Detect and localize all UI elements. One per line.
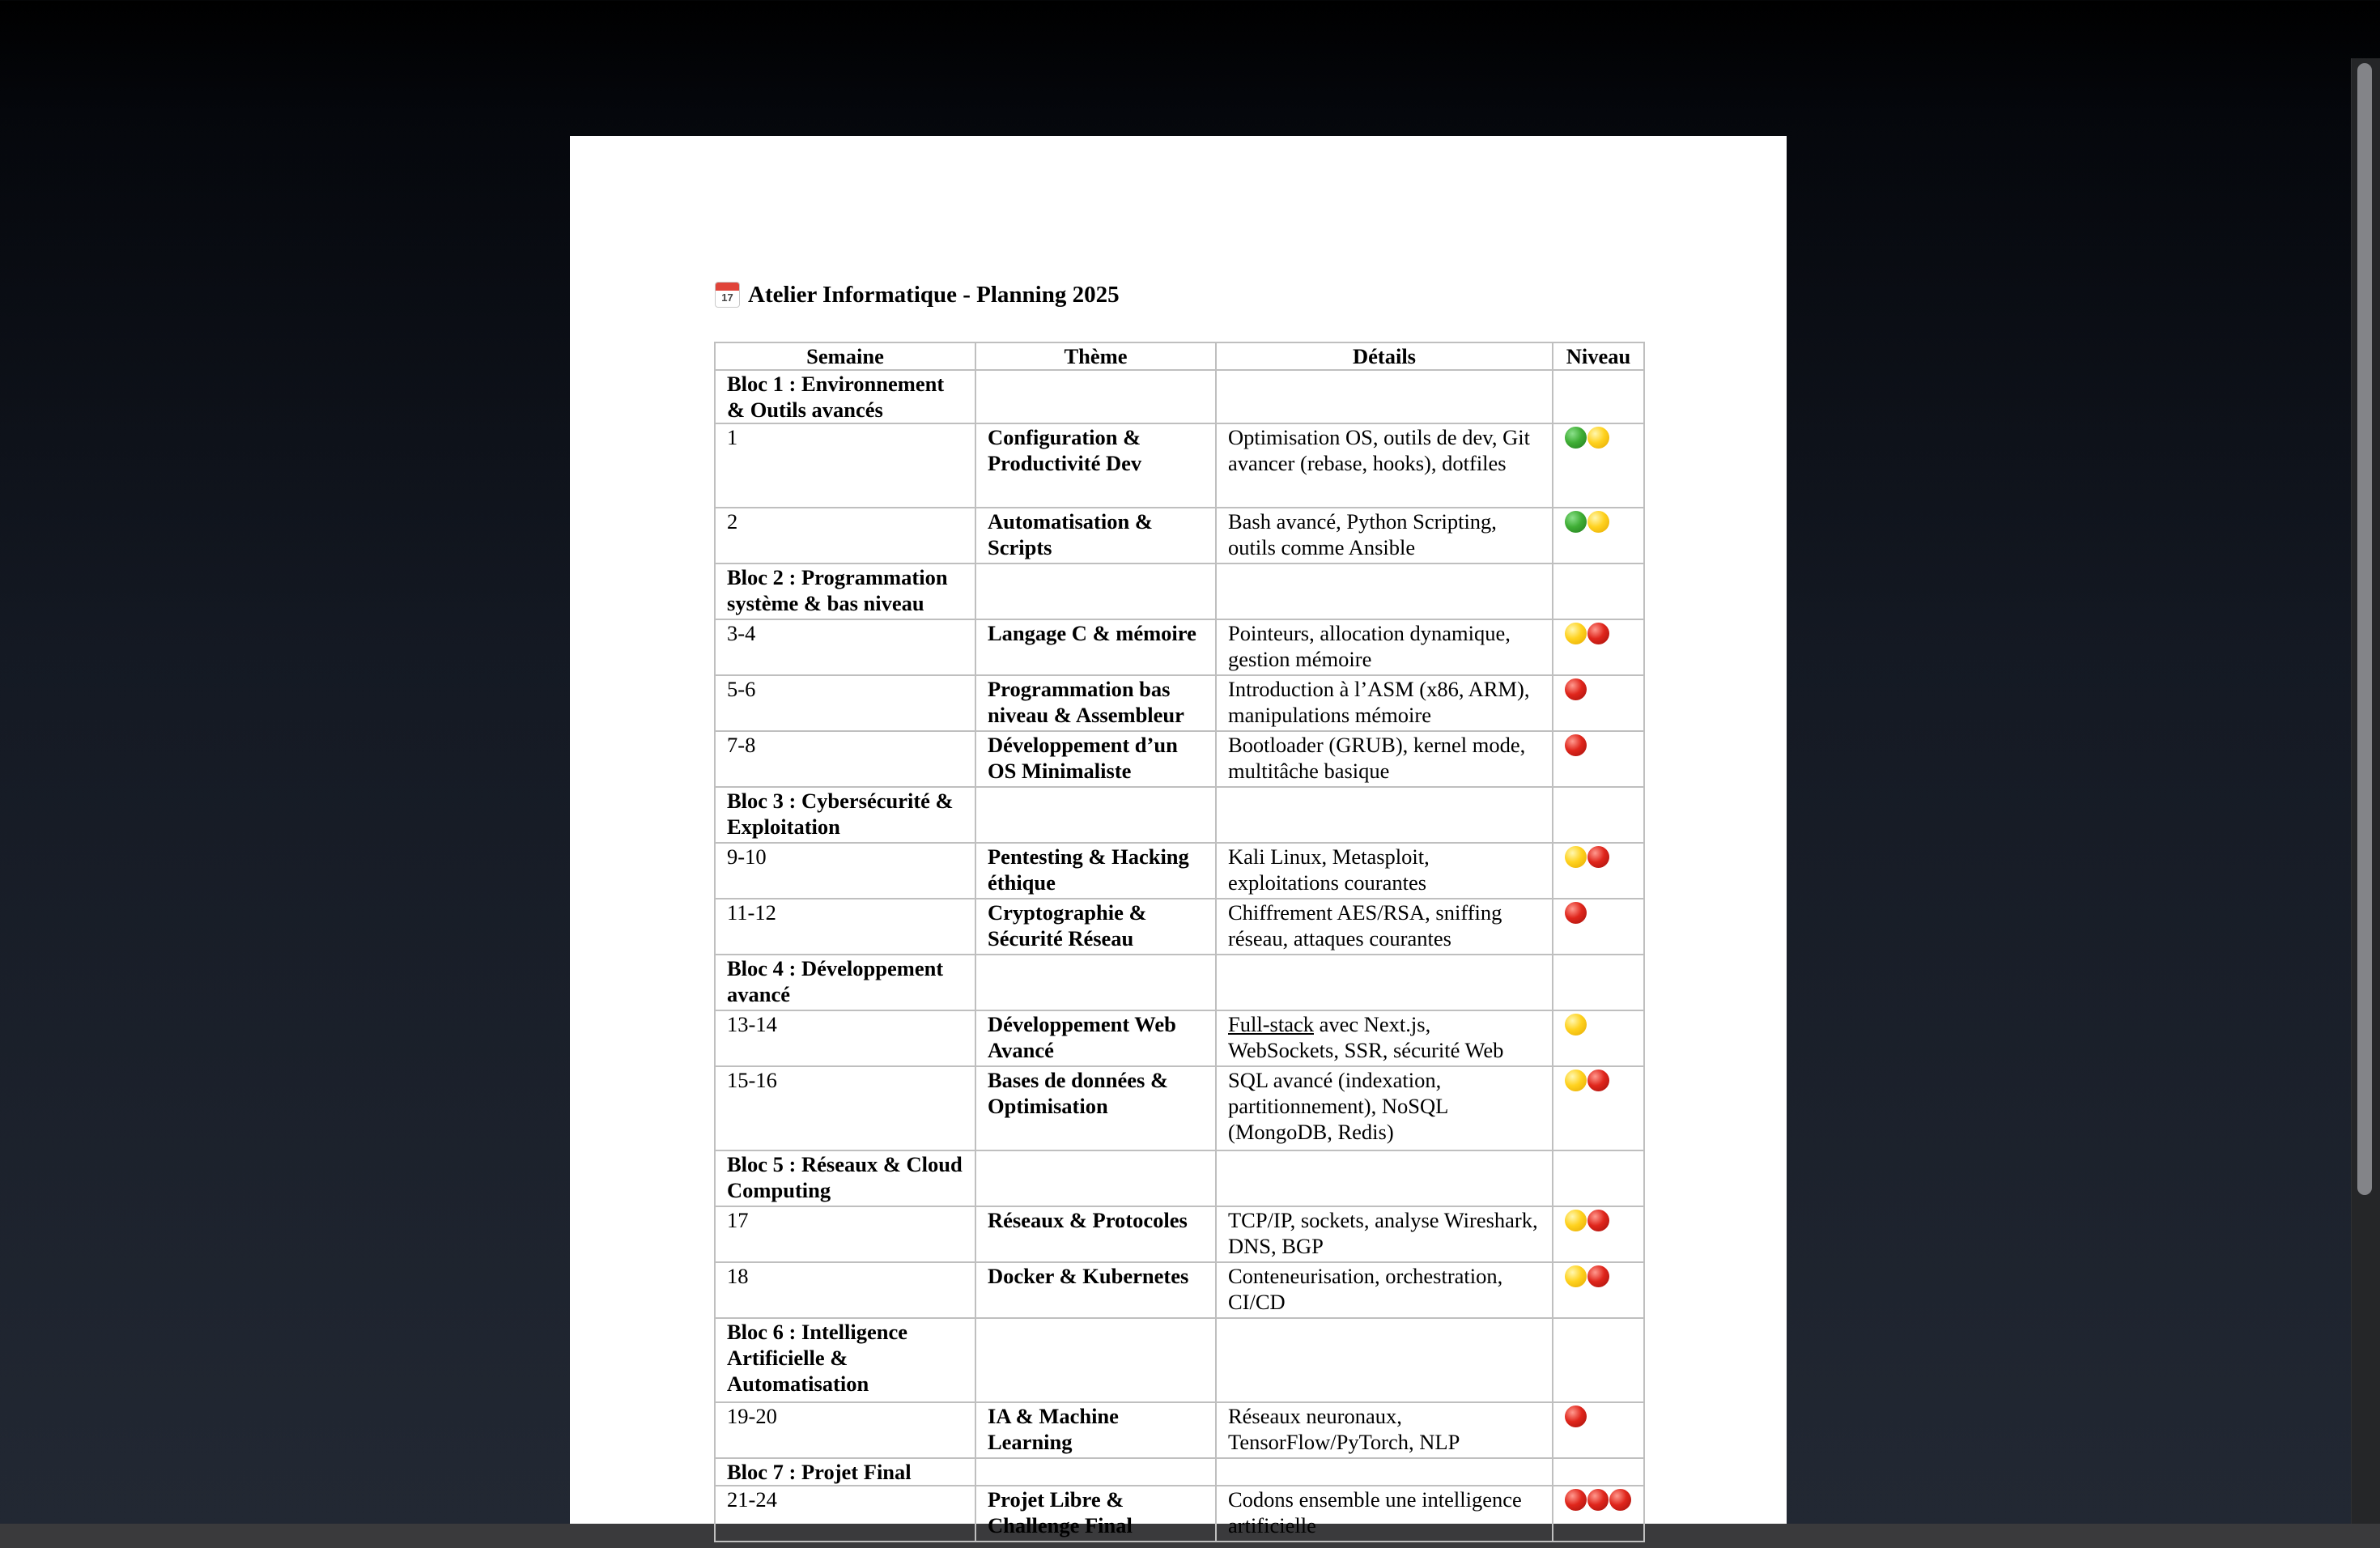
- details-text: Bootloader (GRUB), kernel mode, multitâche basique: [1228, 733, 1526, 783]
- theme-cell: Automatisation & Scripts: [975, 508, 1216, 563]
- empty-cell: [1216, 955, 1553, 1010]
- table-row: [715, 1402, 1644, 1458]
- empty-cell: [975, 1150, 1216, 1206]
- details-cell: [1216, 1486, 1553, 1542]
- theme-cell: Configuration & Productivité Dev: [975, 423, 1216, 508]
- red-circle-icon: [1609, 1489, 1631, 1511]
- table-row: [715, 731, 1644, 787]
- details-cell: [1216, 1262, 1553, 1318]
- details-cell: [1216, 1206, 1553, 1262]
- details-text: Codons ensemble une intelligence artificielle: [1228, 1487, 1522, 1537]
- details-cell: [1216, 508, 1553, 563]
- scrollbar-thumb[interactable]: [2357, 63, 2372, 1195]
- theme-cell: Réseaux & Protocoles: [975, 1206, 1216, 1262]
- empty-cell: [975, 787, 1216, 843]
- week-cell: 15-16: [715, 1066, 975, 1150]
- calendar-icon-day: 17: [721, 291, 733, 304]
- table-row: [715, 508, 1644, 563]
- red-circle-icon: [1565, 1489, 1587, 1511]
- planning-table: [714, 342, 1645, 1542]
- yellow-circle-icon: [1587, 427, 1609, 449]
- empty-cell: [1216, 1318, 1553, 1402]
- details-underlined-text: Full-stack: [1228, 1012, 1314, 1036]
- level-cell: [1553, 1402, 1644, 1458]
- level-cell: [1553, 1066, 1644, 1150]
- details-text: Conteneurisation, orchestration, CI/CD: [1228, 1264, 1503, 1314]
- bloc-label: Bloc 1 : Environnement & Outils avancés: [715, 370, 975, 423]
- green-circle-icon: [1565, 511, 1587, 533]
- level-cell: [1553, 731, 1644, 787]
- red-circle-icon: [1587, 1070, 1609, 1091]
- table-row: [715, 1262, 1644, 1318]
- yellow-circle-icon: [1565, 1070, 1587, 1091]
- yellow-circle-icon: [1565, 1210, 1587, 1231]
- red-circle-icon: [1565, 734, 1587, 756]
- bloc-row: [715, 1150, 1644, 1206]
- level-cell: [1553, 619, 1644, 675]
- week-cell: 1: [715, 423, 975, 508]
- empty-cell: [1553, 370, 1644, 423]
- bloc-row: [715, 563, 1644, 619]
- document-title: [715, 279, 1120, 311]
- level-cell: [1553, 843, 1644, 899]
- theme-cell: Développement Web Avancé: [975, 1010, 1216, 1066]
- red-circle-icon: [1565, 678, 1587, 700]
- header-niveau: Niveau: [1553, 342, 1644, 370]
- empty-cell: [1553, 1150, 1644, 1206]
- empty-cell: [975, 370, 1216, 423]
- level-cell: [1553, 899, 1644, 955]
- week-cell: 2: [715, 508, 975, 563]
- empty-cell: [975, 563, 1216, 619]
- details-cell: [1216, 1010, 1553, 1066]
- level-cell: [1553, 1206, 1644, 1262]
- theme-cell: Langage C & mémoire: [975, 619, 1216, 675]
- red-circle-icon: [1587, 846, 1609, 868]
- bloc-row: [715, 955, 1644, 1010]
- level-cell: [1553, 1262, 1644, 1318]
- details-cell: [1216, 1066, 1553, 1150]
- details-text: Bash avancé, Python Scripting, outils comme Ansible: [1228, 509, 1497, 559]
- details-text: Chiffrement AES/RSA, sniffing réseau, attaques courantes: [1228, 900, 1502, 950]
- theme-cell: Projet Libre & Challenge Final: [975, 1486, 1216, 1542]
- table-row: [715, 899, 1644, 955]
- red-circle-icon: [1587, 1489, 1609, 1511]
- empty-cell: [1553, 1318, 1644, 1402]
- yellow-circle-icon: [1587, 511, 1609, 533]
- green-circle-icon: [1565, 427, 1587, 449]
- week-cell: 18: [715, 1262, 975, 1318]
- theme-cell: Docker & Kubernetes: [975, 1262, 1216, 1318]
- red-circle-icon: [1587, 1265, 1609, 1287]
- theme-cell: Développement d’un OS Minimaliste: [975, 731, 1216, 787]
- bloc-label: Bloc 2 : Programmation système & bas niveau: [715, 563, 975, 619]
- theme-cell: Cryptographie & Sécurité Réseau: [975, 899, 1216, 955]
- level-cell: [1553, 1010, 1644, 1066]
- bloc-label: Bloc 4 : Développement avancé: [715, 955, 975, 1010]
- details-cell: [1216, 1402, 1553, 1458]
- yellow-circle-icon: [1565, 846, 1587, 868]
- table-row: [715, 1010, 1644, 1066]
- details-cell: [1216, 731, 1553, 787]
- calendar-icon: [715, 282, 740, 308]
- details-text: TCP/IP, sockets, analyse Wireshark, DNS, BGP: [1228, 1208, 1538, 1258]
- week-cell: 13-14: [715, 1010, 975, 1066]
- week-cell: 3-4: [715, 619, 975, 675]
- empty-cell: [1553, 787, 1644, 843]
- table-row: [715, 1066, 1644, 1150]
- bloc-label: Bloc 3 : Cybersécurité & Exploitation: [715, 787, 975, 843]
- theme-cell: Bases de données & Optimisation: [975, 1066, 1216, 1150]
- level-cell: [1553, 1486, 1644, 1542]
- empty-cell: [1216, 563, 1553, 619]
- red-circle-icon: [1587, 1210, 1609, 1231]
- bloc-row: [715, 787, 1644, 843]
- bloc-row: [715, 370, 1644, 423]
- table-row: [715, 619, 1644, 675]
- details-text: Réseaux neuronaux, TensorFlow/PyTorch, NLP: [1228, 1404, 1460, 1454]
- empty-cell: [1553, 563, 1644, 619]
- week-cell: 17: [715, 1206, 975, 1262]
- details-text: Optimisation OS, outils de dev, Git avancer (rebase, hooks), dotfiles: [1228, 425, 1530, 475]
- bloc-label: Bloc 5 : Réseaux & Cloud Computing: [715, 1150, 975, 1206]
- document-title-text: Atelier Informatique - Planning 2025: [748, 281, 1120, 308]
- header-details: Détails: [1216, 342, 1553, 370]
- details-text: Kali Linux, Metasploit, exploitations courantes: [1228, 844, 1430, 895]
- yellow-circle-icon: [1565, 623, 1587, 644]
- week-cell: 9-10: [715, 843, 975, 899]
- details-cell: [1216, 843, 1553, 899]
- bloc-row: [715, 1318, 1644, 1402]
- details-cell: [1216, 423, 1553, 508]
- table-header-row: [715, 342, 1644, 370]
- week-cell: 21-24: [715, 1486, 975, 1542]
- header-theme: Thème: [975, 342, 1216, 370]
- table-row: [715, 423, 1644, 508]
- header-semaine: Semaine: [715, 342, 975, 370]
- week-cell: 11-12: [715, 899, 975, 955]
- empty-cell: [1216, 1150, 1553, 1206]
- details-cell: [1216, 899, 1553, 955]
- details-text: SQL avancé (indexation, partitionnement), NoSQL (MongoDB, Redis): [1228, 1068, 1448, 1144]
- red-circle-icon: [1565, 1406, 1587, 1427]
- table-row: [715, 675, 1644, 731]
- yellow-circle-icon: [1565, 1265, 1587, 1287]
- level-cell: [1553, 423, 1644, 508]
- empty-cell: [1216, 787, 1553, 843]
- empty-cell: [975, 1458, 1216, 1486]
- week-cell: 19-20: [715, 1402, 975, 1458]
- table-row: [715, 1486, 1644, 1542]
- week-cell: 5-6: [715, 675, 975, 731]
- table-row: [715, 1206, 1644, 1262]
- red-circle-icon: [1587, 623, 1609, 644]
- bloc-label: Bloc 6 : Intelligence Artificielle & Automatisation: [715, 1318, 975, 1402]
- table-row: [715, 843, 1644, 899]
- details-text: avec Next.js, WebSockets, SSR, sécurité Web: [1228, 1012, 1504, 1062]
- details-cell: [1216, 675, 1553, 731]
- empty-cell: [1553, 1458, 1644, 1486]
- empty-cell: [975, 1318, 1216, 1402]
- red-circle-icon: [1565, 902, 1587, 924]
- details-text: Pointeurs, allocation dynamique, gestion mémoire: [1228, 621, 1511, 671]
- bloc-row: [715, 1458, 1644, 1486]
- empty-cell: [975, 955, 1216, 1010]
- level-cell: [1553, 675, 1644, 731]
- bloc-label: Bloc 7 : Projet Final: [715, 1458, 975, 1486]
- empty-cell: [1216, 1458, 1553, 1486]
- empty-cell: [1553, 955, 1644, 1010]
- document-page: [570, 136, 1787, 1537]
- week-cell: 7-8: [715, 731, 975, 787]
- yellow-circle-icon: [1565, 1014, 1587, 1036]
- theme-cell: IA & Machine Learning: [975, 1402, 1216, 1458]
- level-cell: [1553, 508, 1644, 563]
- table-body: [715, 370, 1644, 1542]
- details-text: Introduction à l’ASM (x86, ARM), manipulations mémoire: [1228, 677, 1530, 727]
- details-cell: [1216, 619, 1553, 675]
- empty-cell: [1216, 370, 1553, 423]
- theme-cell: Programmation bas niveau & Assembleur: [975, 675, 1216, 731]
- theme-cell: Pentesting & Hacking éthique: [975, 843, 1216, 899]
